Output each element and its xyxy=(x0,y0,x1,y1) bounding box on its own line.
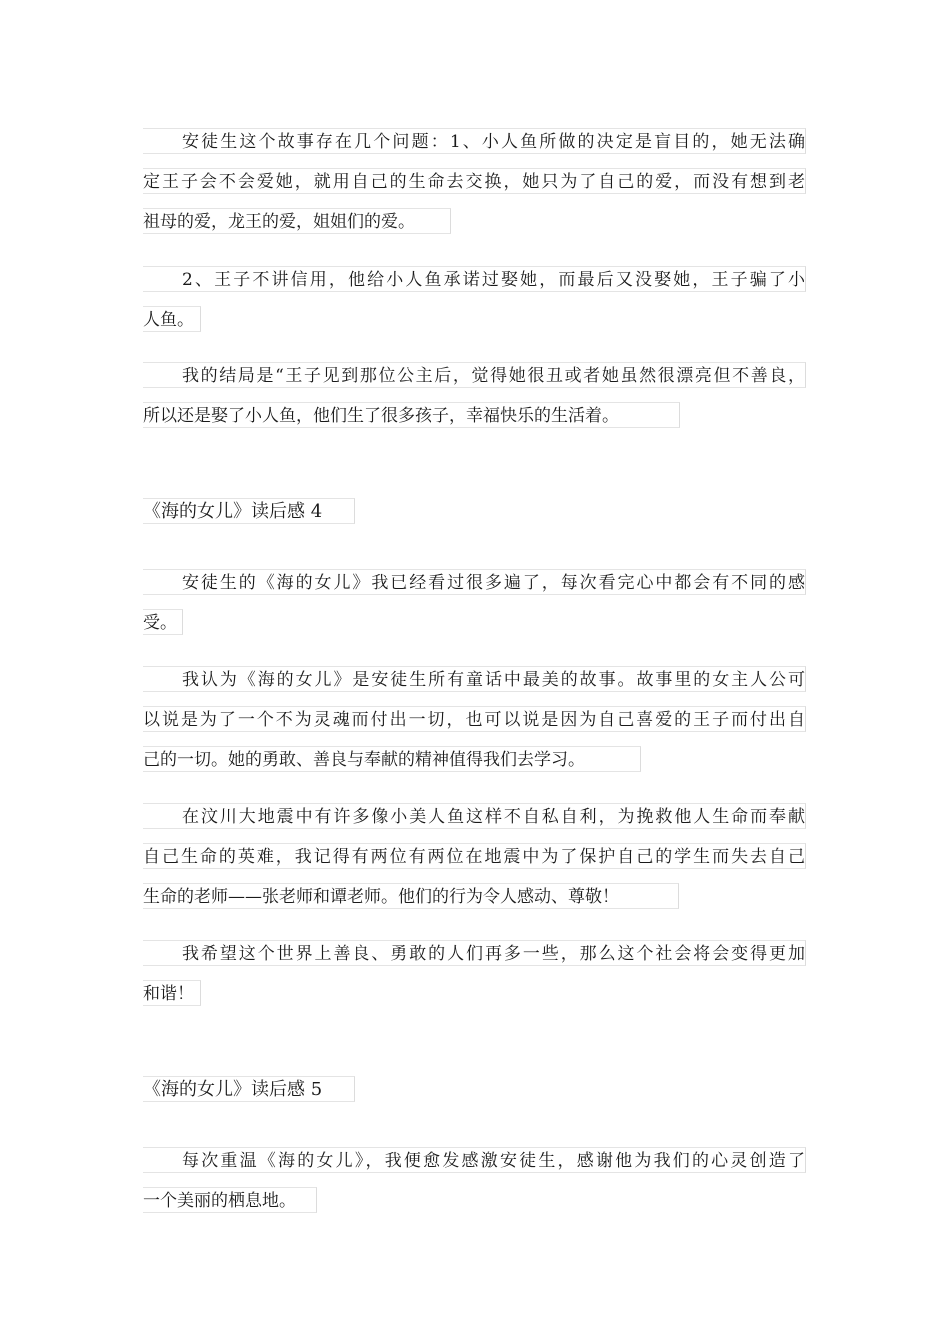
section-heading-5: 《海的女儿》读后感 5 xyxy=(143,1076,355,1102)
paragraph-3-line-2: 所以还是娶了小人鱼，他们生了很多孩子，幸福快乐的生活着。 xyxy=(143,402,680,428)
paragraph-2-line-1: 2、王子不讲信用，他给小人鱼承诺过娶她，而最后又没娶她，王子骗了小 xyxy=(143,266,806,292)
paragraph-6-line-1: 在汶川大地震中有许多像小美人鱼这样不自私自利，为挽救他人生命而奉献 xyxy=(143,803,806,829)
section-heading-4: 《海的女儿》读后感 4 xyxy=(143,498,355,524)
paragraph-8-line-1: 每次重温《海的女儿》，我便愈发感激安徒生，感谢他为我们的心灵创造了 xyxy=(143,1147,806,1173)
paragraph-8-line-2: 一个美丽的栖息地。 xyxy=(143,1187,317,1213)
paragraph-1-line-1: 安徒生这个故事存在几个问题：1、小人鱼所做的决定是盲目的，她无法确 xyxy=(143,128,806,154)
paragraph-1-line-2: 定王子会不会爱她，就用自己的生命去交换，她只为了自己的爱，而没有想到老 xyxy=(143,168,806,194)
paragraph-6-line-3: 生命的老师——张老师和谭老师。他们的行为令人感动、尊敬！ xyxy=(143,883,679,909)
paragraph-4-line-1: 安徒生的《海的女儿》我已经看过很多遍了，每次看完心中都会有不同的感 xyxy=(143,569,806,595)
paragraph-4-line-2: 受。 xyxy=(143,609,183,635)
paragraph-7-line-2: 和谐！ xyxy=(143,980,201,1006)
paragraph-5-line-2: 以说是为了一个不为灵魂而付出一切，也可以说是因为自己喜爱的王子而付出自 xyxy=(143,706,806,732)
paragraph-3-line-1: 我的结局是“王子见到那位公主后，觉得她很丑或者她虽然很漂亮但不善良， xyxy=(143,362,806,388)
paragraph-5-line-3: 己的一切。她的勇敢、善良与奉献的精神值得我们去学习。 xyxy=(143,746,641,772)
paragraph-2-line-2: 人鱼。 xyxy=(143,306,201,332)
paragraph-1-line-3: 祖母的爱，龙王的爱，姐姐们的爱。 xyxy=(143,208,451,234)
paragraph-5-line-1: 我认为《海的女儿》是安徒生所有童话中最美的故事。故事里的女主人公可 xyxy=(143,666,806,692)
paragraph-7-line-1: 我希望这个世界上善良、勇敢的人们再多一些，那么这个社会将会变得更加 xyxy=(143,940,806,966)
paragraph-6-line-2: 自己生命的英难，我记得有两位有两位在地震中为了保护自己的学生而失去自己 xyxy=(143,843,806,869)
